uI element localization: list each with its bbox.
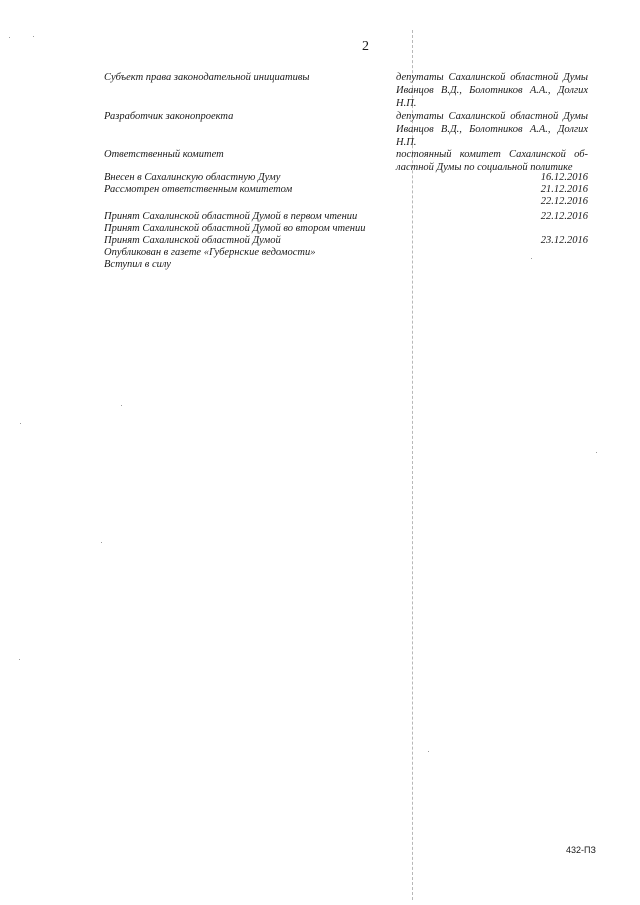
label-second-reading: Принят Сахалинской областной Думой во втором чтении (104, 223, 366, 234)
scan-speck (428, 751, 429, 752)
label-adopted: Принят Сахалинской областной Думой (104, 235, 281, 246)
label-entered-force: Вступил в силу (104, 259, 171, 270)
date-submitted: 16.12.2016 (540, 172, 588, 183)
scan-speck (9, 37, 10, 38)
label-reviewed: Рассмотрен ответственным комитетом (104, 184, 293, 195)
value-line: постоянный комитет Сахалинской об- (396, 149, 588, 160)
value-line: Н.П. (396, 98, 417, 109)
value-developer (396, 110, 588, 149)
scan-speck (20, 423, 21, 424)
value-line: Иванцов В.Д., Болотников А.А., Долгих (396, 124, 588, 135)
label-responsible-committee: Ответственный комитет (104, 149, 224, 160)
value-line: депутаты Сахалинской областной Думы (396, 111, 588, 122)
scan-speck (33, 36, 34, 37)
label-published: Опубликован в газете «Губернские ведомости» (104, 247, 316, 258)
document-code: 432-ПЗ (566, 845, 596, 855)
value-initiative-subject (396, 71, 588, 110)
scan-speck (596, 452, 597, 453)
scan-speck (531, 258, 532, 259)
scan-speck (121, 405, 122, 406)
label-first-reading: Принят Сахалинской областной Думой в первом чтении (104, 211, 358, 222)
value-line: ластной Думы по социальной политике (396, 162, 573, 173)
date-reviewed-2: 22.12.2016 (540, 196, 588, 207)
scan-speck (19, 659, 20, 660)
value-line: депутаты Сахалинской областной Думы (396, 72, 588, 83)
date-first-reading: 22.12.2016 (540, 211, 588, 222)
page-number: 2 (362, 39, 369, 54)
label-initiative-subject: Субъект права законодательной инициативы (104, 72, 310, 83)
label-developer: Разработчик законопроекта (104, 111, 234, 122)
label-submitted: Внесен в Сахалинскую областную Думу (104, 172, 281, 183)
date-reviewed-1: 21.12.2016 (540, 184, 588, 195)
scan-speck (101, 542, 102, 543)
date-adopted: 23.12.2016 (540, 235, 588, 246)
value-line: Иванцов В.Д., Болотников А.А., Долгих (396, 85, 588, 96)
value-line: Н.П. (396, 137, 417, 148)
